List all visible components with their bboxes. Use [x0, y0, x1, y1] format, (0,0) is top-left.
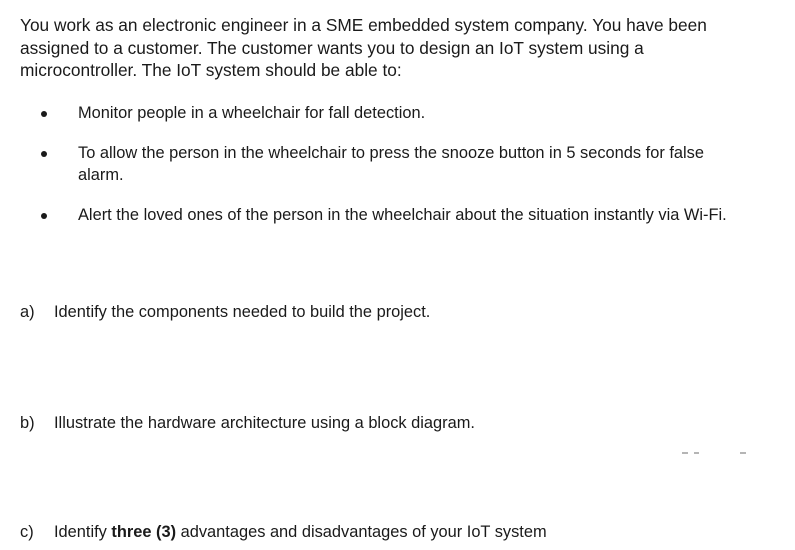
question-label: a) [20, 303, 35, 321]
faint-dash-mark [682, 452, 688, 454]
bullet-dot-icon [41, 151, 47, 157]
bullet-dot-icon [41, 111, 47, 117]
intro-paragraph: You work as an electronic engineer in a SME embedded system company. You have been assigned to a customer. The customer wants you to design an IoT system using a microcontroller. The IoT system should be able to: [20, 15, 707, 80]
faint-dash-mark [694, 452, 699, 454]
bullet-dot-icon [41, 213, 47, 219]
question-label: c) [20, 523, 34, 541]
question-text-end: advantages and disadvantages of your IoT system [176, 523, 547, 541]
question-text: Identify the components needed to build the project. [54, 303, 431, 321]
bullet-text: To allow the person in the wheelchair to press the snooze button in 5 seconds for false alarm. [78, 144, 704, 184]
question-text-bold: three (3) [111, 523, 177, 541]
question-text [54, 521, 547, 543]
question-text: Illustrate the hardware architecture using a block diagram. [54, 414, 475, 432]
question-label: b) [20, 414, 35, 432]
question-text-start: Identify [54, 523, 112, 541]
faint-dash-mark [740, 452, 746, 454]
bullet-text: Alert the loved ones of the person in the wheelchair about the situation instantly via Wi-Fi. [78, 206, 727, 224]
bullet-text: Monitor people in a wheelchair for fall detection. [78, 104, 426, 122]
